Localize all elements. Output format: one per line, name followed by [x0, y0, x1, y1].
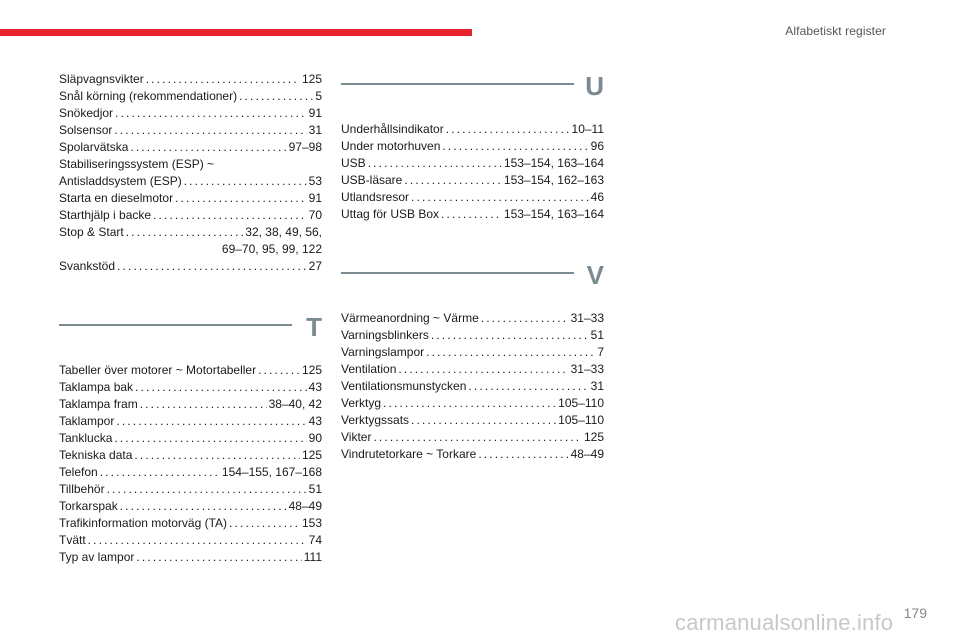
index-entry — [59, 156, 322, 190]
index-entry — [59, 224, 322, 258]
entry-line — [341, 412, 604, 429]
entry-pages: 43 — [308, 414, 322, 428]
dot-leader — [426, 344, 595, 361]
dot-leader — [100, 464, 220, 481]
header-accent-bar — [0, 29, 472, 36]
entry-term: Svankstöd — [59, 259, 116, 273]
dot-leader — [239, 88, 313, 105]
dot-leader — [134, 447, 300, 464]
dot-leader — [229, 515, 300, 532]
dot-leader — [126, 224, 244, 241]
entry-pages: 91 — [308, 191, 322, 205]
heading-rule — [341, 83, 574, 85]
letter-u: U — [585, 71, 604, 101]
entry-term: Tekniska data — [59, 448, 133, 462]
index-entry — [59, 481, 322, 498]
entry-line — [341, 327, 604, 344]
entry-line — [59, 481, 322, 498]
entry-term: Tanklucka — [59, 431, 113, 445]
entry-pages: 90 — [308, 431, 322, 445]
entry-term: Trafikinformation motorväg (TA) — [59, 516, 228, 530]
entry-pages: 91 — [308, 106, 322, 120]
entry-term: Snökedjor — [59, 106, 114, 120]
dot-leader — [411, 412, 556, 429]
entry-pages: 96 — [590, 139, 604, 153]
entry-line — [59, 549, 322, 566]
letter-t: T — [306, 312, 322, 342]
entry-pages: 154–155, 167–168 — [221, 465, 322, 479]
entry-term: Släpvagnsvikter — [59, 72, 144, 86]
entry-line — [341, 361, 604, 378]
heading-rule — [59, 324, 292, 326]
entry-line — [59, 207, 322, 224]
entry-list-t — [59, 362, 322, 566]
entry-pages: 31 — [308, 123, 322, 137]
entry-line — [341, 155, 604, 172]
entry-term: Varningsblinkers — [341, 328, 429, 342]
entry-line — [59, 413, 322, 430]
entry-list-s — [59, 71, 322, 275]
dot-leader — [442, 138, 588, 155]
entry-term: Utlandsresor — [341, 190, 410, 204]
index-entry — [59, 515, 322, 532]
dot-leader — [184, 173, 307, 190]
dot-leader — [383, 395, 556, 412]
entry-term: Typ av lampor — [59, 550, 135, 564]
entry-line — [59, 498, 322, 515]
dot-leader — [411, 189, 589, 206]
entry-term: Antisladdsystem (ESP) — [59, 174, 182, 188]
entry-term: Starthjälp i backe — [59, 208, 152, 222]
entry-pages: 38–40, 42 — [268, 397, 322, 411]
index-entry — [341, 189, 604, 206]
heading-rule — [341, 272, 574, 274]
entry-pages: 31–33 — [570, 362, 604, 376]
entry-line — [59, 532, 322, 549]
dot-leader — [398, 361, 568, 378]
index-entry — [341, 121, 604, 138]
dot-leader — [441, 206, 502, 223]
entry-line — [341, 206, 604, 223]
entry-line — [59, 362, 322, 379]
index-entry — [341, 378, 604, 395]
index-entry — [59, 362, 322, 379]
entry-line — [59, 447, 322, 464]
dot-leader — [373, 429, 582, 446]
entry-term: Telefon — [59, 465, 98, 479]
entry-pages: 125 — [301, 72, 322, 86]
index-entry — [341, 429, 604, 446]
entry-pages: 46 — [590, 190, 604, 204]
index-entry — [341, 412, 604, 429]
entry-term: Uttag för USB Box — [341, 207, 440, 221]
entry-term: Torkarspak — [59, 499, 118, 513]
index-entry — [341, 310, 604, 327]
dot-leader — [117, 258, 307, 275]
index-entry — [341, 138, 604, 155]
index-entry — [59, 207, 322, 224]
entry-list-u — [341, 121, 604, 223]
entry-term: USB-läsare — [341, 173, 403, 187]
entry-term-prefix: Stabiliseringssystem (ESP) ~ — [59, 157, 215, 171]
entry-line — [59, 190, 322, 207]
entry-pages: 32, 38, 49, 56, — [245, 225, 322, 239]
entry-line — [59, 224, 322, 241]
index-entry — [59, 532, 322, 549]
entry-line — [341, 121, 604, 138]
index-entry — [59, 88, 322, 105]
entry-pages: 105–110 — [558, 413, 604, 427]
entry-term: Tillbehör — [59, 482, 105, 496]
entry-pages: 10–11 — [571, 122, 604, 136]
entry-term: Underhållsindikator — [341, 122, 444, 136]
entry-term: Spolarvätska — [59, 140, 129, 154]
entry-term: Taklampa fram — [59, 397, 138, 411]
letter-heading-t — [59, 312, 322, 352]
entry-term: USB — [341, 156, 366, 170]
entry-pages: 70 — [308, 208, 322, 222]
index-entry — [59, 447, 322, 464]
entry-pages: 5 — [315, 89, 322, 103]
letter-heading-v — [341, 260, 604, 300]
entry-line — [59, 139, 322, 156]
dot-leader — [404, 172, 502, 189]
entry-line — [341, 344, 604, 361]
entry-pages: 125 — [301, 363, 322, 377]
dot-leader — [446, 121, 570, 138]
index-entry — [59, 549, 322, 566]
entry-pages: 74 — [308, 533, 322, 547]
entry-term: Stop & Start — [59, 225, 124, 239]
entry-term: Värmeanordning ~ Värme — [341, 311, 479, 325]
dot-leader — [175, 190, 307, 207]
entry-term: Varningslampor — [341, 345, 425, 359]
index-entry — [341, 155, 604, 172]
dot-leader — [115, 105, 307, 122]
index-entry — [59, 413, 322, 430]
entry-line — [59, 379, 322, 396]
dot-leader — [368, 155, 502, 172]
entry-term: Snål körning (rekommendationer) — [59, 89, 238, 103]
index-entry — [59, 122, 322, 139]
index-entry — [59, 105, 322, 122]
entry-pages: 51 — [590, 328, 604, 342]
entry-line — [59, 88, 322, 105]
entry-line — [59, 258, 322, 275]
entry-term: Taklampa bak — [59, 380, 134, 394]
dot-leader — [114, 430, 306, 447]
letter-heading-u — [341, 71, 604, 111]
entry-term: Vindrutetorkare ~ Torkare — [341, 447, 477, 461]
index-entry — [59, 190, 322, 207]
entry-line — [59, 122, 322, 139]
index-entry — [341, 446, 604, 463]
entry-pages: 7 — [597, 345, 604, 359]
index-entry — [59, 379, 322, 396]
entry-term: Tabeller över motorer ~ Motortabeller — [59, 363, 257, 377]
entry-pages: 51 — [308, 482, 322, 496]
watermark: carmanualsonline.info — [675, 610, 894, 635]
dot-leader — [135, 379, 307, 396]
entry-pages: 48–49 — [570, 447, 604, 461]
dot-leader — [481, 310, 569, 327]
entry-line — [341, 310, 604, 327]
index-entry — [59, 71, 322, 88]
index-entry — [59, 498, 322, 515]
dot-leader — [114, 122, 306, 139]
index-entry — [341, 172, 604, 189]
entry-term: Solsensor — [59, 123, 113, 137]
dot-leader — [116, 413, 306, 430]
index-entry — [59, 396, 322, 413]
index-entry — [341, 395, 604, 412]
entry-term: Ventilation — [341, 362, 397, 376]
dot-leader — [120, 498, 287, 515]
letter-v: V — [586, 260, 604, 290]
index-entry — [341, 361, 604, 378]
entry-pages: 111 — [303, 550, 322, 564]
entry-pages: 97–98 — [288, 140, 322, 154]
entry-pages: 153–154, 162–163 — [503, 173, 604, 187]
entry-pages-continued: 69–70, 95, 99, 122 — [221, 242, 322, 256]
entry-term: Under motorhuven — [341, 139, 441, 153]
index-entry — [59, 430, 322, 447]
entry-line — [59, 71, 322, 88]
dot-leader — [130, 139, 286, 156]
entry-pages: 153–154, 163–164 — [503, 207, 604, 221]
entry-pages: 53 — [308, 174, 322, 188]
dot-leader — [431, 327, 589, 344]
entry-pages: 43 — [308, 380, 322, 394]
entry-line — [341, 429, 604, 446]
entry-line — [59, 105, 322, 122]
entry-line — [341, 395, 604, 412]
entry-pages: 105–110 — [558, 396, 604, 410]
entry-term: Ventilationsmunstycken — [341, 379, 467, 393]
entry-pages: 125 — [583, 430, 604, 444]
entry-line — [341, 172, 604, 189]
entry-term: Verktyg — [341, 396, 382, 410]
entry-line — [341, 378, 604, 395]
index-column-left — [59, 71, 322, 566]
entry-list-v — [341, 310, 604, 463]
dot-leader — [88, 532, 307, 549]
index-entry — [59, 464, 322, 481]
entry-term: Taklampor — [59, 414, 115, 428]
section-title: Alfabetiskt register — [785, 24, 886, 38]
dot-leader — [136, 549, 301, 566]
entry-line — [59, 515, 322, 532]
index-entry — [341, 344, 604, 361]
entry-pages: 48–49 — [288, 499, 322, 513]
entry-term: Vikter — [341, 430, 372, 444]
index-entry — [59, 139, 322, 156]
page-number: 179 — [903, 605, 927, 621]
entry-term: Tvätt — [59, 533, 86, 547]
index-entry — [59, 258, 322, 275]
entry-line — [341, 189, 604, 206]
entry-pages: 31 — [590, 379, 604, 393]
dot-leader — [140, 396, 267, 413]
entry-pages: 153–154, 163–164 — [503, 156, 604, 170]
entry-pages: 125 — [301, 448, 322, 462]
index-entry — [341, 206, 604, 223]
index-column-right — [341, 71, 604, 463]
entry-line — [59, 173, 322, 190]
index-entry — [341, 327, 604, 344]
entry-pages: 27 — [308, 259, 322, 273]
entry-term: Starta en dieselmotor — [59, 191, 174, 205]
dot-leader — [146, 71, 300, 88]
entry-line — [59, 464, 322, 481]
entry-line — [59, 430, 322, 447]
dot-leader — [478, 446, 568, 463]
dot-leader — [153, 207, 307, 224]
entry-line — [341, 446, 604, 463]
entry-term: Verktygssats — [341, 413, 410, 427]
entry-line — [59, 396, 322, 413]
entry-pages: 153 — [301, 516, 322, 530]
entry-pages: 31–33 — [570, 311, 604, 325]
entry-line — [341, 138, 604, 155]
dot-leader — [258, 362, 300, 379]
dot-leader — [107, 481, 307, 498]
dot-leader — [468, 378, 588, 395]
